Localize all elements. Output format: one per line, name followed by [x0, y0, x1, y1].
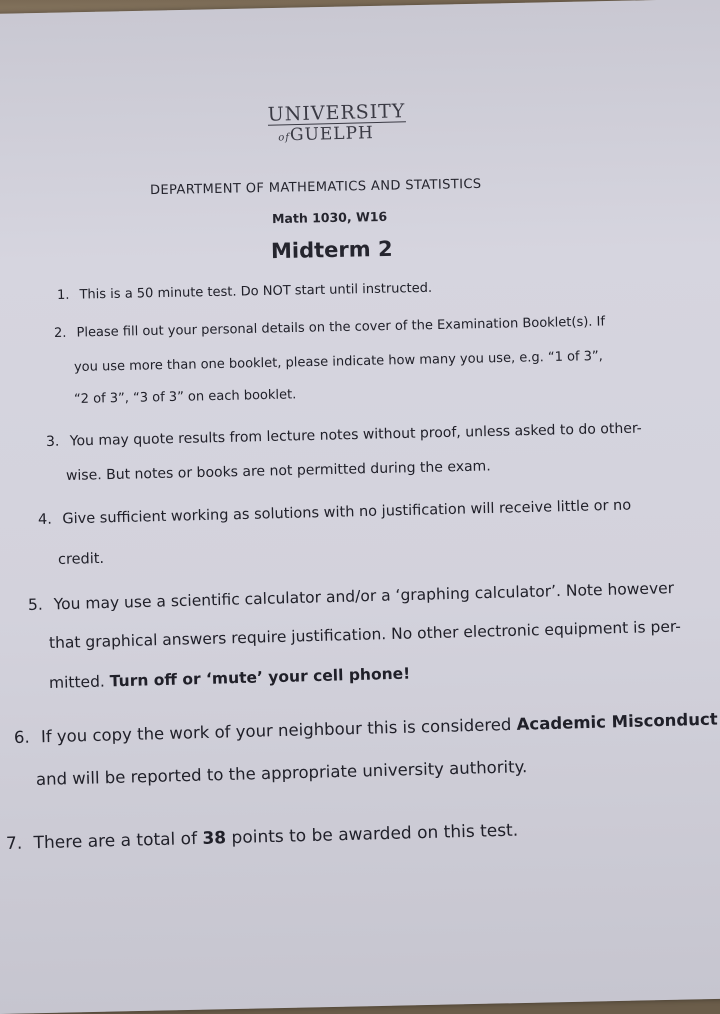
instruction-text-end: points to be awarded on this test. [231, 820, 519, 849]
instruction-number: 1. [56, 287, 70, 303]
instruction-3 [46, 420, 642, 450]
instruction-number: 3. [45, 433, 60, 450]
instruction-4 [38, 498, 632, 528]
exam-title: Midterm 2 [270, 236, 393, 264]
instruction-text: Please fill out your personal details on the cover of the Examination Booklet(s). If [76, 314, 606, 341]
instruction-text: This is a 50 minute test. Do NOT start until instructed. [79, 280, 433, 303]
instruction-3-line-2: wise. But notes or books are not permitted during the exam. [65, 458, 491, 484]
logo-university: UNIVERSITY [267, 100, 406, 126]
instruction-7 [6, 821, 519, 854]
instruction-text: There are a total of [33, 829, 198, 854]
total-points-value: 38 [202, 828, 227, 849]
instruction-text: Give sufficient working as solutions with no justification will receive little or no [62, 497, 632, 528]
instruction-5-line-2: that graphical answers require justification. No other electronic equipment is per- [48, 617, 682, 652]
instruction-5-line-3 [49, 665, 411, 692]
logo-of: of [278, 132, 291, 144]
department-name: DEPARTMENT OF MATHEMATICS AND STATISTICS [149, 176, 482, 199]
instruction-2-line-3: “2 of 3”, “3 of 3” on each booklet. [73, 387, 297, 407]
academic-misconduct-emphasis: Academic Misconduct [516, 709, 718, 734]
instruction-2-line-2: you use more than one booklet, please indicate how many you use, e.g. “1 of 3”, [73, 348, 603, 375]
instruction-2 [54, 314, 605, 341]
instruction-6-line-2: and will be reported to the appropriate university authority. [35, 757, 528, 789]
logo-guelph-text: GUELPH [289, 123, 375, 146]
instruction-number: 5. [27, 595, 44, 614]
instruction-number: 4. [37, 511, 53, 528]
instruction-4-line-2: credit. [57, 550, 105, 568]
instruction-text: You may quote results from lecture notes without proof, unless asked to do other- [69, 420, 642, 450]
instruction-text: mitted. [48, 672, 106, 692]
instruction-1 [57, 281, 432, 303]
instruction-number: 2. [53, 325, 67, 341]
instruction-text: You may use a scientific calculator and/or a ‘graphing calculator’. Note however [53, 579, 675, 614]
instruction-number: 7. [5, 833, 23, 854]
instruction-6 [14, 710, 718, 747]
instruction-number: 6. [13, 727, 30, 747]
logo-guelph [268, 122, 406, 149]
instruction-5 [28, 579, 675, 614]
instruction-text: If you copy the work of your neighbour this is considered [40, 714, 512, 747]
cell-phone-warning: Turn off or ‘mute’ your cell phone! [109, 664, 411, 691]
university-logo [267, 101, 406, 149]
course-code: Math 1030, W16 [271, 208, 388, 227]
